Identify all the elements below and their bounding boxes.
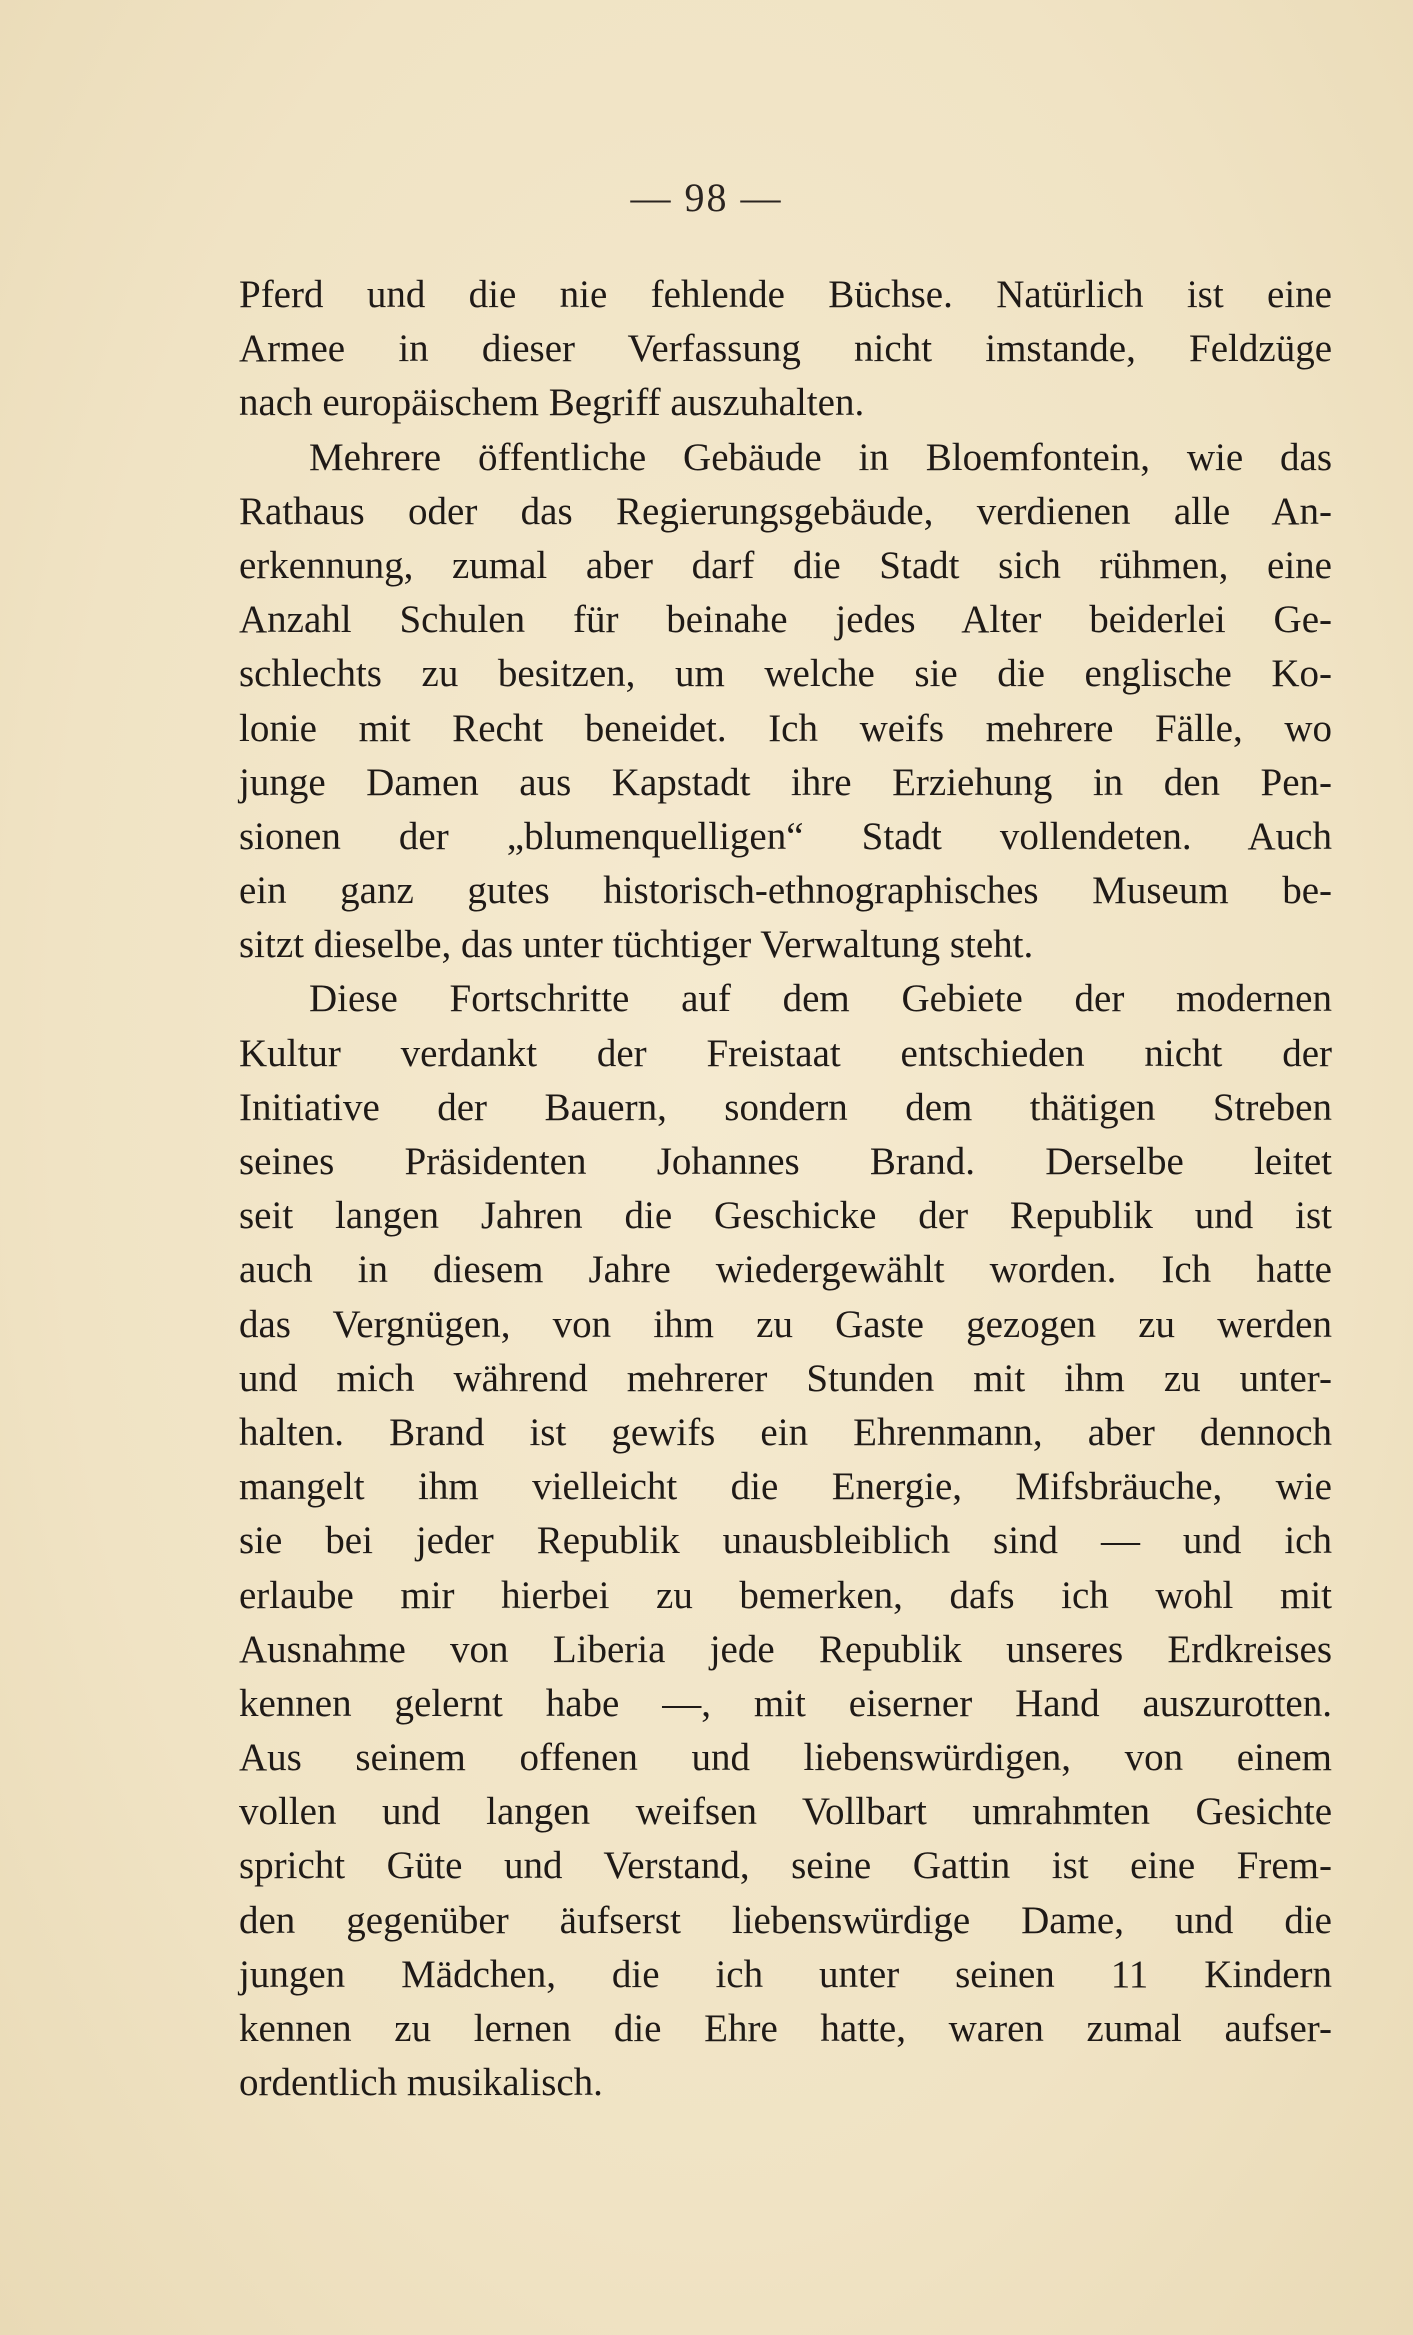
text-line: lonie mit Recht beneidet. Ich weifs mehrere Fälle, wo (239, 706, 1332, 750)
text-line: Diese Fortschritte auf dem Gebiete der modernen (309, 977, 1332, 1021)
text-line: seines Präsidenten Johannes Brand. Derselbe leitet (239, 1140, 1332, 1183)
text-line: erlaube mir hierbei zu bemerken, dafs ich wohl mit (239, 1573, 1332, 1617)
body-text (239, 268, 1332, 2110)
text-line: Aus seinem offenen und liebenswürdigen, von einem (239, 1736, 1332, 1780)
page-number: — 98 — (630, 175, 783, 220)
text-line: spricht Güte und Verstand, seine Gattin ist eine Frem- (239, 1844, 1332, 1888)
text-line: Armee in dieser Verfassung nicht imstande, Feldzüge (239, 327, 1332, 371)
text-line: sionen der „blumenquelligen“ Stadt vollendeten. Auch (239, 814, 1332, 858)
text-line: junge Damen aus Kapstadt ihre Erziehung in den Pen- (239, 760, 1332, 804)
text-line: seit langen Jahren die Geschicke der Republik und ist (239, 1194, 1332, 1238)
text-line: kennen gelernt habe —, mit eiserner Hand auszurotten. (239, 1681, 1332, 1725)
text-line: Rathaus oder das Regierungsgebäude, verdienen alle An- (239, 489, 1332, 533)
text-line: und mich während mehrerer Stunden mit ihm zu unter- (239, 1356, 1332, 1400)
text-line: Initiative der Bauern, sondern dem thätigen Streben (239, 1085, 1332, 1129)
text-line: sie bei jeder Republik unausbleiblich sind — und ich (239, 1519, 1332, 1563)
text-line: ein ganz gutes historisch-ethnographisches Museum be- (239, 869, 1332, 913)
text-line: Anzahl Schulen für beinahe jedes Alter beiderlei Ge- (239, 598, 1332, 642)
text-line: den gegenüber äufserst liebenswürdige Dame, und die (239, 1898, 1332, 1942)
text-line: kennen zu lernen die Ehre hatte, waren zumal aufser- (239, 2007, 1332, 2050)
text-line: jungen Mädchen, die ich unter seinen 11 Kindern (239, 1952, 1332, 1996)
text-line: Ausnahme von Liberia jede Republik unseres Erdkreises (239, 1627, 1332, 1671)
text-line: auch in diesem Jahre wiedergewählt worden. Ich hatte (239, 1248, 1332, 1292)
text-line: mangelt ihm vielleicht die Energie, Mifsbräuche, wie (239, 1465, 1332, 1509)
text-line: halten. Brand ist gewifs ein Ehrenmann, aber dennoch (239, 1410, 1332, 1454)
text-line: vollen und langen weifsen Vollbart umrahmten Gesichte (239, 1790, 1332, 1834)
text-line: Kultur verdankt der Freistaat entschieden nicht der (239, 1031, 1332, 1075)
text-line: ordentlich musikalisch. (239, 2061, 603, 2105)
text-line: erkennung, zumal aber darf die Stadt sich rühmen, eine (239, 543, 1332, 587)
text-line: sitzt dieselbe, das unter tüchtiger Verwaltung steht. (239, 923, 1034, 967)
text-line: schlechts zu besitzen, um welche sie die englische Ko- (239, 652, 1332, 696)
text-line: nach europäischem Begriff auszuhalten. (239, 381, 865, 425)
text-line: das Vergnügen, von ihm zu Gaste gezogen zu werden (239, 1302, 1332, 1346)
text-line: Pferd und die nie fehlende Büchse. Natürlich ist eine (239, 273, 1332, 316)
text-line: Mehrere öffentliche Gebäude in Bloemfontein, wie das (309, 435, 1332, 479)
